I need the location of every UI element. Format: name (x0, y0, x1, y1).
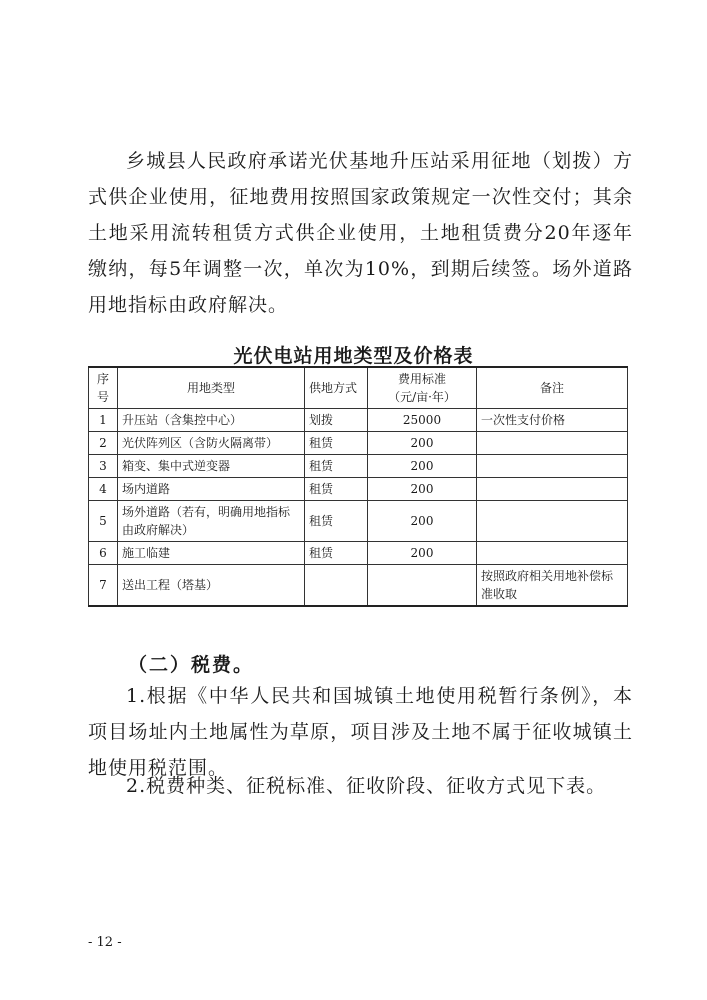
cell-remark: 按照政府相关用地补偿标准收取 (477, 565, 628, 607)
header-land-type: 用地类型 (118, 367, 305, 409)
cell-fee: 200 (368, 478, 477, 501)
land-price-table (88, 366, 628, 607)
table-row (89, 478, 628, 501)
cell-supply-method: 租赁 (305, 432, 368, 455)
section-heading-taxes: （二）税费。 (128, 654, 255, 676)
table-row (89, 542, 628, 565)
cell-no: 5 (89, 501, 118, 542)
cell-remark (477, 478, 628, 501)
header-supply-method: 供地方式 (305, 367, 368, 409)
body-paragraph-land-commitment: 乡城县人民政府承诺光伏基地升压站采用征地（划拨）方式供企业使用，征地费用按照国家政策规定一次性交付；其余土地采用流转租赁方式供企业使用，土地租赁费分20年逐年缴纳，每5年调整一次，单次为10%，到期后续签。场外道路用地指标由政府解决。 (88, 150, 633, 316)
header-no: 序号 (89, 367, 118, 409)
cell-remark (477, 455, 628, 478)
cell-land-type: 场内道路 (118, 478, 305, 501)
table-row (89, 455, 628, 478)
body-paragraph-tax-table-intro: 2.税费种类、征税标准、征收阶段、征收方式见下表。 (126, 775, 607, 797)
cell-no: 1 (89, 409, 118, 432)
table-header-row (89, 367, 628, 409)
cell-land-type: 升压站（含集控中心） (118, 409, 305, 432)
header-fee-label: 费用标准 (397, 372, 446, 386)
cell-land-type: 施工临建 (118, 542, 305, 565)
cell-land-type: 送出工程（塔基） (118, 565, 305, 607)
cell-fee: 200 (368, 432, 477, 455)
table-title: 光伏电站用地类型及价格表 (233, 345, 474, 367)
cell-remark: 一次性支付价格 (477, 409, 628, 432)
header-fee-standard (368, 367, 477, 409)
header-fee-unit: （元/亩·年） (388, 390, 456, 404)
cell-fee: 200 (368, 455, 477, 478)
cell-supply-method: 租赁 (305, 455, 368, 478)
header-remark: 备注 (477, 367, 628, 409)
cell-land-type: 箱变、集中式逆变器 (118, 455, 305, 478)
cell-no: 2 (89, 432, 118, 455)
cell-supply-method: 租赁 (305, 478, 368, 501)
table-row (89, 565, 628, 607)
body-paragraph-land-use-tax: 1.根据《中华人民共和国城镇土地使用税暂行条例》，本项目场址内土地属性为草原，项目涉及土地不属于征收城镇土地使用税范围。 (88, 685, 633, 779)
cell-fee (368, 565, 477, 607)
cell-fee: 200 (368, 501, 477, 542)
cell-supply-method (305, 565, 368, 607)
cell-remark (477, 432, 628, 455)
cell-supply-method: 租赁 (305, 542, 368, 565)
cell-land-type: 场外道路（若有，明确用地指标由政府解决） (118, 501, 305, 542)
cell-fee: 25000 (368, 409, 477, 432)
page-number: - 12 - (88, 935, 122, 950)
cell-no: 4 (89, 478, 118, 501)
cell-no: 3 (89, 455, 118, 478)
cell-supply-method: 租赁 (305, 501, 368, 542)
table-row (89, 432, 628, 455)
cell-no: 7 (89, 565, 118, 607)
cell-remark (477, 542, 628, 565)
cell-land-type: 光伏阵列区（含防火隔离带） (118, 432, 305, 455)
cell-supply-method: 划拨 (305, 409, 368, 432)
cell-fee: 200 (368, 542, 477, 565)
cell-no: 6 (89, 542, 118, 565)
table-row (89, 409, 628, 432)
table-row (89, 501, 628, 542)
cell-remark (477, 501, 628, 542)
